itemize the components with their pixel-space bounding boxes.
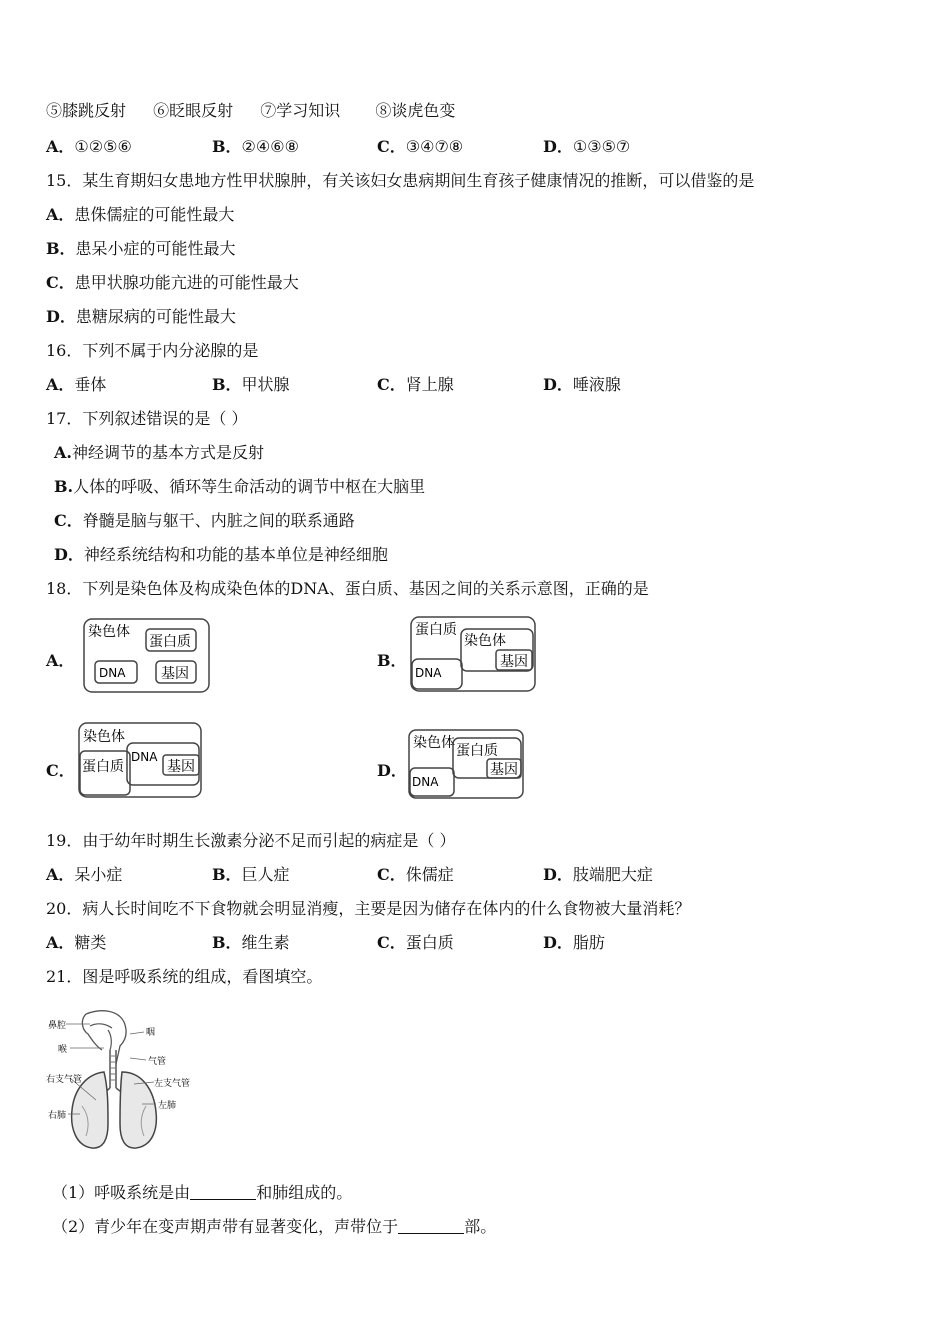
q15-stem: 15．某生育期妇女患地方性甲状腺肿，有关该妇女患病期间生育孩子健康情况的推断，可以借鉴的是 [46,171,755,190]
q16-option-d[interactable]: D．唾液腺 [543,375,621,394]
q14-option-c[interactable]: C．③④⑦⑧ [377,137,464,156]
trachea-rings [110,1056,116,1080]
q15-option-d[interactable]: D．患糖尿病的可能性最大 [46,307,236,326]
q21-blank-2[interactable] [398,1217,464,1234]
q19-option-c[interactable]: C．侏儒症 [377,865,454,884]
nasal-cavity-shape [90,1024,112,1028]
q14-option-d[interactable]: D．①③⑤⑦ [543,137,631,156]
q14-item: ⑤膝跳反射 [46,101,127,120]
q20-stem: 20．病人长时间吃不下食物就会明显消瘦，主要是因为储存在体内的什么食物被大量消耗？ [46,899,691,918]
gene-label: 基因 [500,654,528,670]
protein-label: 蛋白质 [82,759,124,775]
label-right-bronchus: 右支气管 [46,1075,83,1085]
q20-option-d[interactable]: D．脂肪 [543,933,605,952]
q18-diagram-d[interactable] [407,728,527,802]
dna-label: DNA [415,666,442,680]
q14-item: ⑧谈虎色变 [375,101,456,120]
q19-option-b[interactable]: B．巨人症 [212,865,290,884]
q16-stem: 16．下列不属于内分泌腺的是 [46,341,259,360]
chromosome-label: 染色体 [464,633,506,649]
q14-item: ⑦学习知识 [260,101,341,120]
q20-option-a[interactable]: A．糖类 [46,933,107,952]
label-larynx: 喉 [58,1045,68,1055]
respiratory-system-figure [46,1006,196,1154]
q14-item: ⑥眨眼反射 [153,101,234,120]
dna-label: DNA [99,666,126,680]
q18-option-d-letter[interactable]: D． [377,761,407,780]
gene-label: 基因 [167,759,195,775]
gene-label: 基因 [161,666,189,682]
head-outline [86,1011,126,1064]
q18-stem: 18．下列是染色体及构成染色体的DNA、蛋白质、基因之间的关系示意图，正确的是 [46,579,649,598]
q20-option-b[interactable]: B．维生素 [212,933,290,952]
q21-blank-1[interactable] [190,1183,256,1200]
q16-option-c[interactable]: C．肾上腺 [377,375,454,394]
gene-label: 基因 [490,762,518,778]
q17-option-a[interactable]: A.神经调节的基本方式是反射 [54,443,264,462]
dna-label: DNA [412,775,439,789]
label-pharynx: 咽 [146,1028,156,1038]
q15-option-c[interactable]: C．患甲状腺功能亢进的可能性最大 [46,273,299,292]
label-left-bronchus: 左支气管 [154,1079,191,1089]
q18-option-a-letter[interactable]: A． [46,651,75,670]
q21-sub1: （1）呼吸系统是由 和肺组成的。 [52,1183,353,1202]
q19-option-a[interactable]: A．呆小症 [46,865,123,884]
q18-diagram-a[interactable] [82,617,212,695]
label-left-lung: 左肺 [158,1101,177,1111]
pharynx-shape [108,1030,111,1050]
q18-option-b-letter[interactable]: B． [377,651,407,670]
q19-option-d[interactable]: D．肢端肥大症 [543,865,653,884]
q18-diagram-c[interactable] [77,721,205,801]
q21-sub2: （2）青少年在变声期声带有显著变化，声带位于 部。 [52,1217,497,1236]
face-outline [82,1014,102,1050]
q17-stem: 17．下列叙述错误的是（ ） [46,409,248,428]
q21-stem: 21．图是呼吸系统的组成，看图填空。 [46,967,323,986]
protein-label: 蛋白质 [149,634,191,650]
protein-label: 蛋白质 [415,622,457,638]
q15-option-b[interactable]: B．患呆小症的可能性最大 [46,239,236,258]
label-right-lung: 右肺 [48,1111,67,1121]
q15-option-a[interactable]: A．患侏儒症的可能性最大 [46,205,235,224]
chromosome-label: 染色体 [88,624,130,640]
chromosome-label: 染色体 [83,729,125,745]
chromosome-label: 染色体 [413,735,455,751]
protein-label: 蛋白质 [456,743,498,759]
q14-option-a[interactable]: A．①②⑤⑥ [46,137,132,156]
q16-option-a[interactable]: A．垂体 [46,375,107,394]
q17-option-d[interactable]: D．神经系统结构和功能的基本单位是神经细胞 [54,545,388,564]
q16-option-b[interactable]: B．甲状腺 [212,375,290,394]
q19-stem: 19．由于幼年时期生长激素分泌不足而引起的病症是（ ） [46,831,456,850]
q14-option-b[interactable]: B．②④⑥⑧ [212,137,299,156]
q18-diagram-b[interactable] [409,615,539,695]
q20-option-c[interactable]: C．蛋白质 [377,933,454,952]
dna-label: DNA [131,750,158,764]
q17-option-b[interactable]: B.人体的呼吸、循环等生命活动的调节中枢在大脑里 [54,477,426,496]
q17-option-c[interactable]: C．脊髓是脑与躯干、内脏之间的联系通路 [54,511,355,530]
q18-option-c-letter[interactable]: C． [46,761,75,780]
label-nasal-cavity: 鼻腔 [48,1021,67,1031]
q14-items-line [46,101,455,121]
label-trachea: 气管 [148,1057,167,1067]
